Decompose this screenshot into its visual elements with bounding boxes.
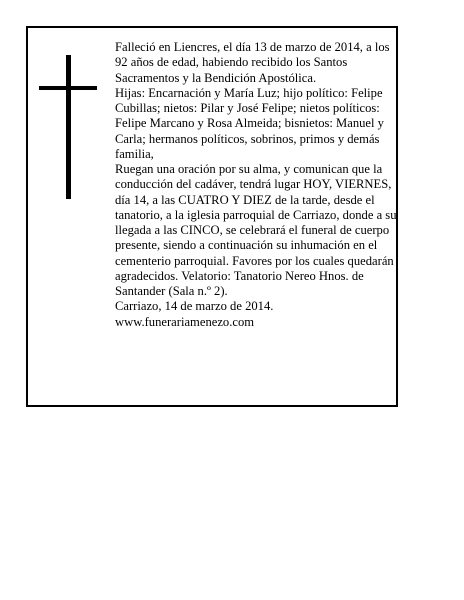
cross-icon xyxy=(39,55,97,199)
obituary-notice xyxy=(26,26,398,407)
website: www.funerariamenezo.com xyxy=(115,314,255,329)
family-list: Hijas: Encarnación y María Luz; hijo político: Felipe Cubillas; nietos: Pilar y José Felipe; nietos políticos: Felipe Marcano y Rosa Almeida; bisnietos: Manuel y Carla; hermanos políticos, sobrinos, primos y demás familia, xyxy=(115,85,384,161)
funeral-details: Ruegan una oración por su alma, y comunican que la conducción del cadáver, tendrá lugar HOY, VIERNES, día 14, a las CUATRO Y DIEZ de la tarde, desde el tanatorio, a la iglesia parroquial de Carriazo, donde a su llegada a las CINCO, se celebrará el funeral de cuerpo presente, siendo a continuación su inhumación en el cementerio parroquial. Favores por los cuales quedarán agradecidos. Velatorio: Tanatorio Nereo Hnos. de Santander (Sala n.º 2). xyxy=(115,162,397,298)
death-announcement: Falleció en Liencres, el día 13 de marzo de 2014, a los 92 años de edad, habiendo recibido los Santos Sacramentos y la Bendición Apostólica. xyxy=(115,40,390,85)
place-date: Carriazo, 14 de marzo de 2014. xyxy=(115,299,274,314)
cross-vertical-bar xyxy=(66,55,71,199)
cross-horizontal-bar xyxy=(39,86,97,90)
notice-body xyxy=(115,40,398,330)
